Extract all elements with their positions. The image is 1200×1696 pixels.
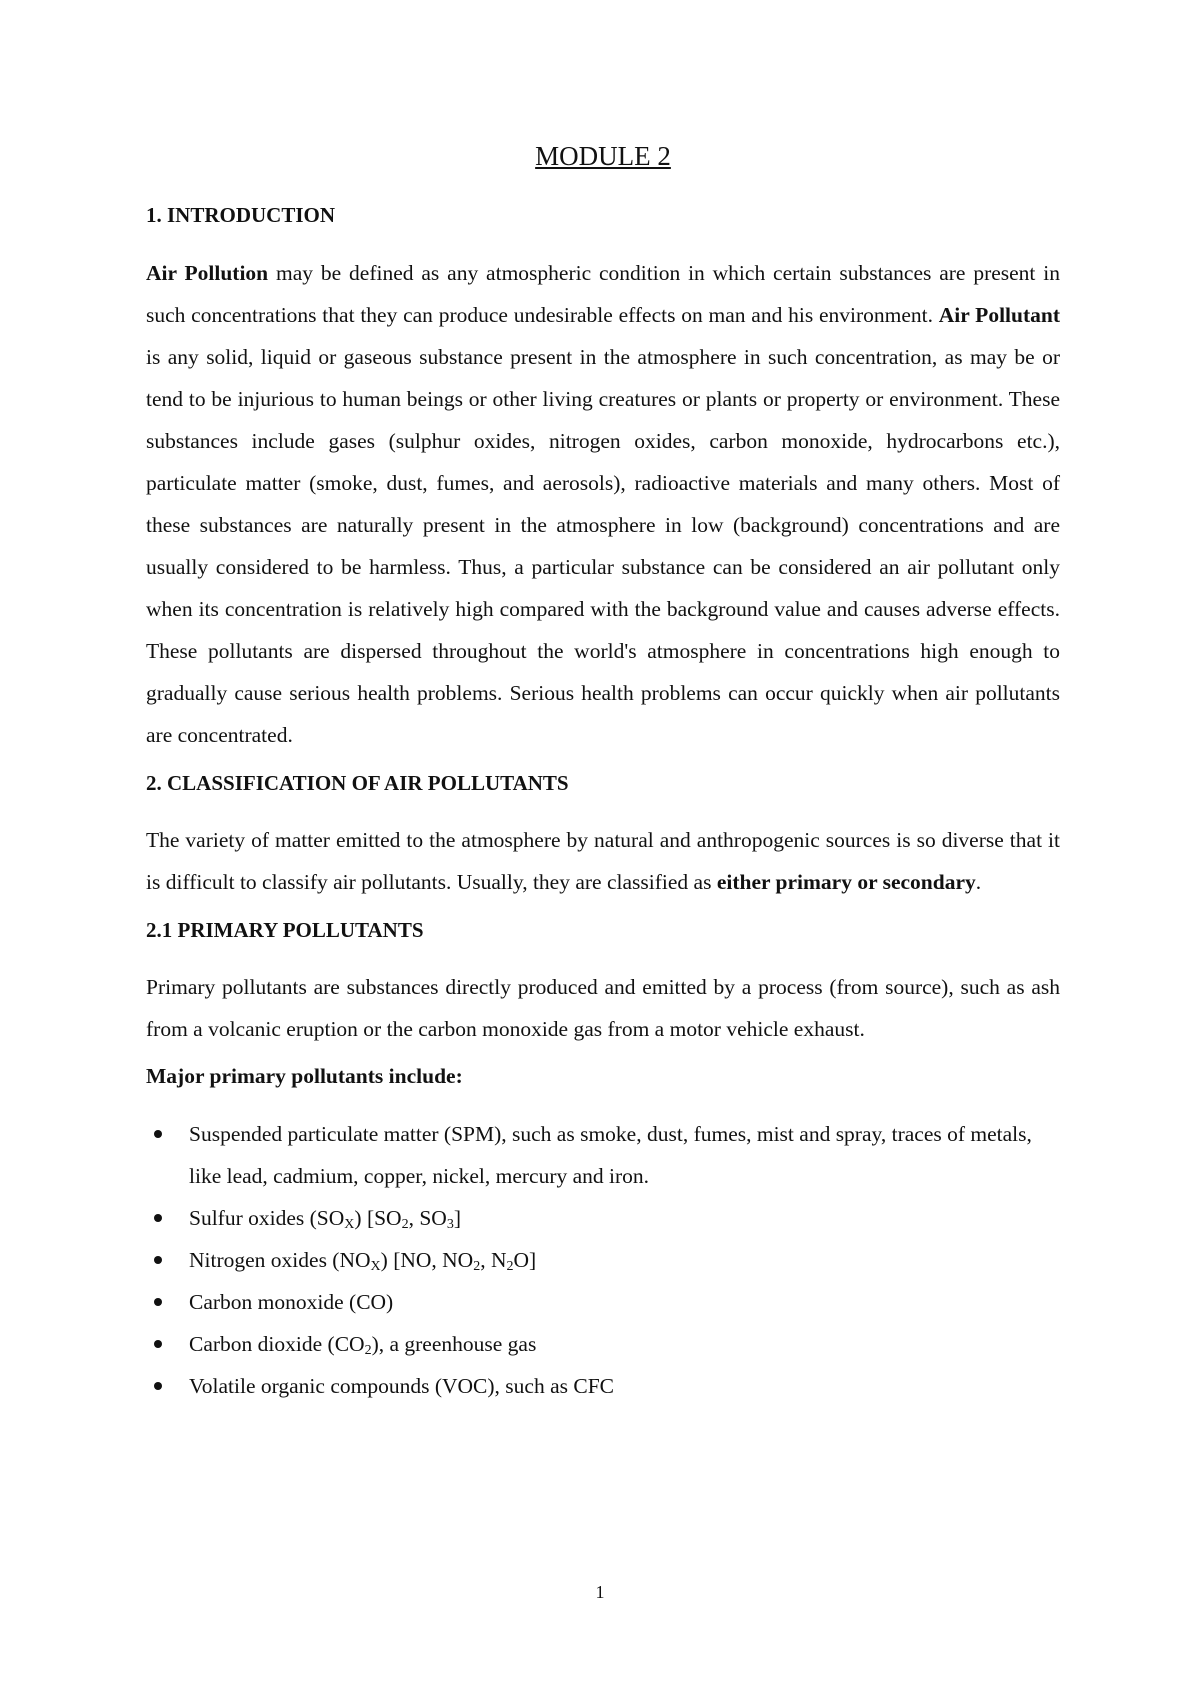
- bullet-icon: [154, 1340, 162, 1348]
- list-item-text: ]: [453, 1206, 461, 1231]
- bullet-icon: [154, 1382, 162, 1390]
- list-item-text: Nitrogen oxides (NO: [189, 1248, 371, 1273]
- heading-introduction: 1. INTRODUCTION: [146, 203, 336, 228]
- list-item-text: ) [NO, NO: [380, 1248, 474, 1273]
- list-item-text: O]: [513, 1248, 537, 1273]
- list-item-text: ), a greenhouse gas: [371, 1332, 537, 1357]
- list-item-text: Carbon monoxide (CO): [189, 1290, 394, 1315]
- list-item-text: , SO: [408, 1206, 447, 1231]
- classification-end: .: [975, 869, 982, 894]
- bullet-icon: [154, 1214, 162, 1222]
- primary-paragraph: Primary pollutants are substances directly produced and emitted by a process (from source), such as ash from a volcanic eruption or the carbon monoxide gas from a motor vehicle exhaust.: [146, 975, 1060, 1042]
- heading-classification: 2. CLASSIFICATION OF AIR POLLUTANTS: [146, 770, 569, 795]
- list-item-text: Suspended particulate matter (SPM), such as smoke, dust, fumes, mist and spray, traces of metals, like lead, cadmium, copper, nickel, mercury and iron.: [189, 1122, 1032, 1189]
- list-item: [146, 1239, 1060, 1281]
- page-number: 1: [595, 1582, 605, 1602]
- list-item-text: , N: [480, 1248, 507, 1273]
- classification-paragraph: [146, 819, 1060, 903]
- classification-bold: either primary or secondary: [716, 869, 976, 894]
- list-item: [146, 1197, 1060, 1239]
- list-item-text: ) [SO: [354, 1206, 402, 1231]
- pollutant-list: [146, 1113, 1060, 1407]
- intro-text-2: is any solid, liquid or gaseous substance present in the atmosphere in such concentration, as may be or tend to be injurious to human beings or other living creatures or plants or property or environment. These substances include gases (sulphur oxides, nitrogen oxides, carbon monoxide, hydrocarbons etc.), particulate matter (smoke, dust, fumes, and aerosols), radioactive materials and many others. Most of these substances are naturally present in the atmosphere in low (background) concentrations and are usually considered to be harmless. Thus, a particular substance can be considered an air pollutant only when its concentration is relatively high compared with the background value and causes adverse effects. These pollutants are dispersed throughout the world's atmosphere in concentrations high enough to gradually cause serious health problems. Serious health problems can occur quickly when air pollutants are concentrated.: [146, 344, 1060, 747]
- subscript: 2: [364, 1343, 372, 1359]
- subscript: X: [344, 1217, 355, 1233]
- classification-text: The variety of matter emitted to the atmosphere by natural and anthropogenic sources is so diverse that it is difficult to classify air pollutants. Usually, they are classified as: [146, 827, 1060, 894]
- intro-paragraph: [146, 252, 1060, 756]
- list-item: [146, 1323, 1060, 1365]
- list-item: [146, 1113, 1060, 1197]
- subscript: 2: [506, 1259, 514, 1275]
- page-title: MODULE 2: [535, 141, 671, 171]
- list-item-text: Sulfur oxides (SO: [189, 1206, 345, 1231]
- subscript: 2: [473, 1259, 481, 1275]
- major-pollutants-heading: Major primary pollutants include:: [146, 1064, 463, 1089]
- document-page: [146, 140, 1060, 1407]
- intro-text-1: may be defined as any atmospheric condition in which certain substances are present in such concentrations that they can produce undesirable effects on man and his environment.: [146, 260, 1060, 327]
- term-air-pollution: Air Pollution: [146, 260, 269, 285]
- list-item-text: Carbon dioxide (CO: [189, 1332, 365, 1357]
- subscript: X: [370, 1259, 381, 1275]
- bullet-icon: [154, 1256, 162, 1264]
- list-item: [146, 1365, 1060, 1407]
- bullet-icon: [154, 1130, 162, 1138]
- list-item-text: Volatile organic compounds (VOC), such as CFC: [189, 1374, 614, 1399]
- subscript: 2: [401, 1217, 409, 1233]
- heading-primary-pollutants: 2.1 PRIMARY POLLUTANTS: [146, 917, 424, 942]
- subscript: 3: [446, 1217, 454, 1233]
- list-item: [146, 1281, 1060, 1323]
- bullet-icon: [154, 1298, 162, 1306]
- term-air-pollutant: Air Pollutant: [938, 302, 1060, 327]
